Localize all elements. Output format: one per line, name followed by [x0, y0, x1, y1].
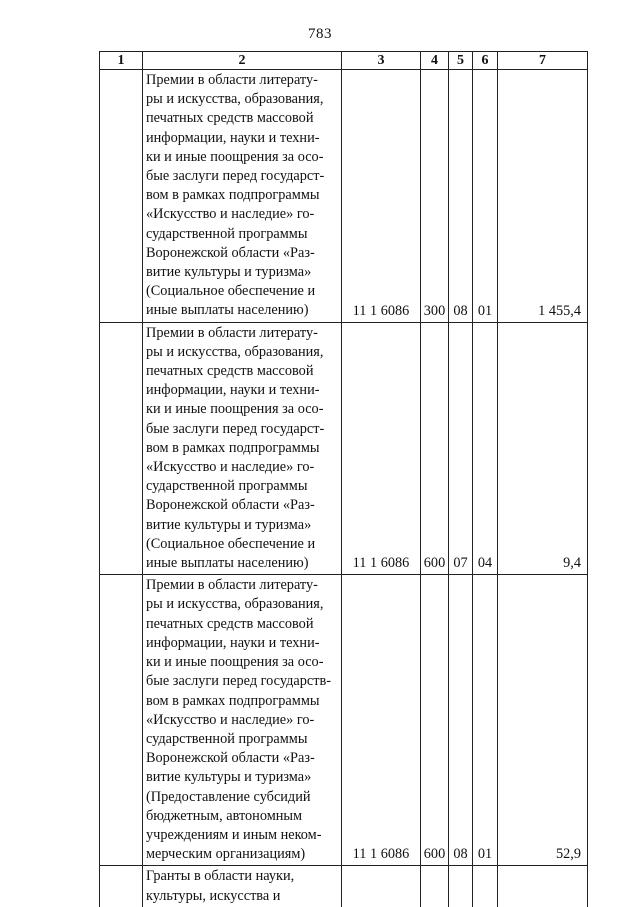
row-number-cell — [100, 322, 143, 575]
header-col-7: 7 — [498, 52, 588, 70]
target-article-cell: 11 1 6086 — [342, 575, 421, 866]
row-number-cell — [100, 575, 143, 866]
amount-cell: 1 455,4 — [498, 70, 588, 323]
target-article-cell: 11 1 6086 — [342, 322, 421, 575]
header-col-5: 5 — [449, 52, 473, 70]
target-article-cell — [342, 866, 421, 907]
description-cell: Гранты в области науки, культуры, искусства и — [143, 866, 342, 907]
header-col-6: 6 — [473, 52, 498, 70]
amount-cell — [498, 866, 588, 907]
target-article-cell: 11 1 6086 — [342, 70, 421, 323]
table-row — [100, 322, 588, 575]
subsection-cell — [473, 866, 498, 907]
page-number: 783 — [308, 26, 332, 42]
description-cell: Премии в области литерату- ры и искусства, образования, печатных средств массовой информации, науки и техни- ки и иные поощрения за осо- бые заслуги перед государств- вом в рамках подпрограммы «Искусство и наследие» го- сударственной программы Воронежской области «Раз- витие культуры и туризма» (Предоставление субсидий бюджетным, автономным учреждениям и иным неком- мерческим организациям) — [143, 575, 342, 866]
amount-cell: 52,9 — [498, 575, 588, 866]
table-row — [100, 70, 588, 323]
header-row — [100, 52, 588, 70]
header-col-1: 1 — [100, 52, 143, 70]
subsection-cell: 04 — [473, 322, 498, 575]
expense-type-cell: 300 — [421, 70, 449, 323]
section-cell: 08 — [449, 575, 473, 866]
expense-type-cell: 600 — [421, 575, 449, 866]
header-col-4: 4 — [421, 52, 449, 70]
table-row — [100, 575, 588, 866]
section-cell: 08 — [449, 70, 473, 323]
row-number-cell — [100, 70, 143, 323]
subsection-cell: 01 — [473, 575, 498, 866]
description-cell: Премии в области литерату- ры и искусства, образования, печатных средств массовой информации, науки и техни- ки и иные поощрения за осо- бые заслуги перед государст- вом в рамках подпрограммы «Искусство и наследие» го- сударственной программы Воронежской области «Раз- витие культуры и туризма» (Социальное обеспечение и иные выплаты населению) — [143, 322, 342, 575]
header-col-3: 3 — [342, 52, 421, 70]
row-number-cell — [100, 866, 143, 907]
amount-cell: 9,4 — [498, 322, 588, 575]
table-row — [100, 866, 588, 907]
budget-table — [99, 51, 588, 907]
section-cell: 07 — [449, 322, 473, 575]
section-cell — [449, 866, 473, 907]
description-cell: Премии в области литерату- ры и искусства, образования, печатных средств массовой информации, науки и техни- ки и иные поощрения за осо- бые заслуги перед государст- вом в рамках подпрограммы «Искусство и наследие» го- сударственной программы Воронежской области «Раз- витие культуры и туризма» (Социальное обеспечение и иные выплаты населению) — [143, 70, 342, 323]
expense-type-cell: 600 — [421, 322, 449, 575]
subsection-cell: 01 — [473, 70, 498, 323]
expense-type-cell — [421, 866, 449, 907]
header-col-2: 2 — [143, 52, 342, 70]
